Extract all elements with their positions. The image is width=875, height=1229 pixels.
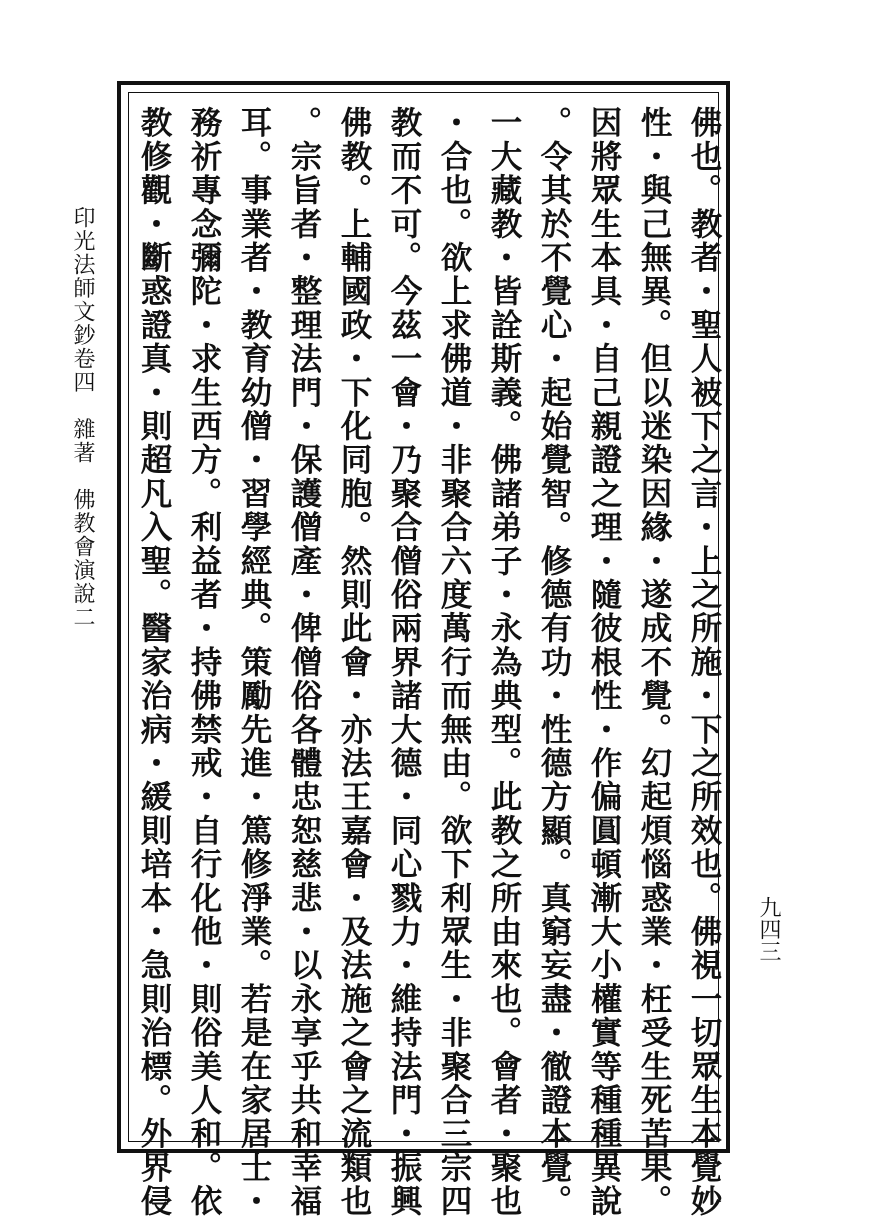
running-title: 印光法師文鈔卷四 雜著 佛教會演說二: [70, 206, 95, 629]
text-column-3: 因將眾生本具・自己親證之理・隨彼根性・作偏圓頓漸大小權實等種種異說: [586, 106, 623, 1219]
text-column-10: 耳。事業者・教育幼僧・習學經典。策勵先進・篤修淨業。若是在家居士・: [236, 106, 273, 1219]
text-column-12: 教修觀・斷惑證真・則超凡入聖。醫家治病・緩則培本・急則治標。外界侵: [136, 106, 173, 1219]
text-column-8: 佛教。上輔國政・下化同胞。然則此會・亦法王嘉會・及法施之會之流類也: [336, 106, 373, 1219]
main-text: [128, 106, 724, 1219]
text-column-9: 。宗旨者・整理法門・保護僧產・俾僧俗各體忠恕慈悲・以永享乎共和幸福: [286, 106, 323, 1219]
text-column-1: 佛也。教者・聖人被下之言・上之所施・下之所效也。佛視一切眾生本覺妙: [686, 106, 723, 1219]
text-column-11: 務祈專念彌陀・求生西方。利益者・持佛禁戒・自行化他・則俗美人和。依: [186, 106, 223, 1219]
page-number: 九四三: [756, 896, 781, 962]
text-column-4: 。令其於不覺心・起始覺智。修德有功・性德方顯。真窮妄盡・徹證本覺。: [536, 106, 573, 1219]
text-column-5: 一大藏教・皆詮斯義。佛諸弟子・永為典型。此教之所由來也。會者・聚也: [486, 106, 523, 1219]
text-column-2: 性・與己無異。但以迷染因緣・遂成不覺。幻起煩惱惑業・枉受生死苦果。: [636, 106, 673, 1219]
text-column-6: ・合也。欲上求佛道・非聚合六度萬行而無由。欲下利眾生・非聚合三宗四: [436, 106, 473, 1219]
text-column-7: 教而不可。今茲一會・乃聚合僧俗兩界諸大德・同心戮力・維持法門・振興: [386, 106, 423, 1219]
